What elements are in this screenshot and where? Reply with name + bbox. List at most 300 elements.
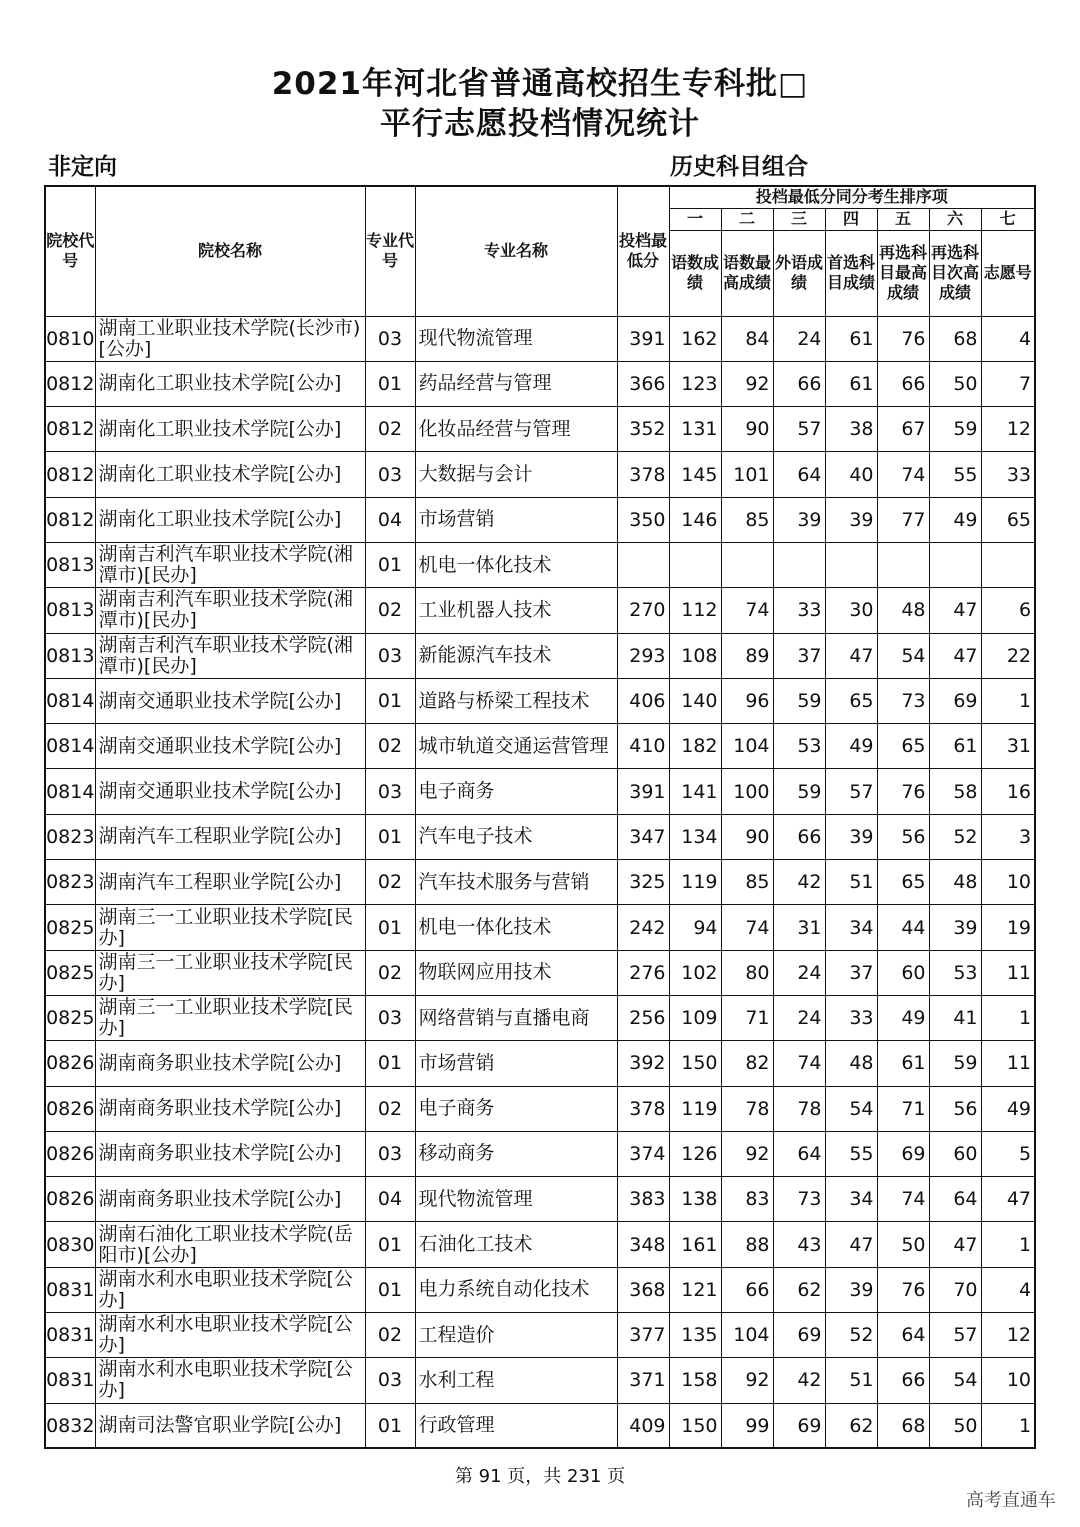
school-name-cell: 湖南化工职业技术学院[公办]	[95, 497, 365, 542]
major-code-cell: 01	[365, 1267, 415, 1312]
major-code-cell: 01	[365, 1222, 415, 1267]
school-name-cell: 湖南交通职业技术学院[公办]	[95, 724, 365, 769]
reselect-max-cell: 68	[877, 1403, 929, 1448]
school-name-cell: 湖南商务职业技术学院[公办]	[95, 1041, 365, 1086]
school-code-cell: 0826	[45, 1086, 95, 1131]
chinese-math-max-cell: 104	[721, 1313, 773, 1358]
school-code-cell: 0825	[45, 995, 95, 1040]
reselect-max-cell: 64	[877, 1313, 929, 1358]
preference-no-cell: 12	[981, 1313, 1035, 1358]
school-name-cell: 湖南水利水电职业技术学院[公办]	[95, 1313, 365, 1358]
major-code-cell: 03	[365, 452, 415, 497]
chinese-math-cell: 108	[669, 633, 721, 678]
table-row	[45, 452, 1035, 497]
preference-no-cell: 4	[981, 316, 1035, 361]
chinese-math-max-cell: 100	[721, 769, 773, 814]
chinese-math-cell: 94	[669, 905, 721, 950]
foreign-language-cell: 64	[773, 452, 825, 497]
major-name-cell: 物联网应用技术	[415, 950, 617, 995]
major-code-cell: 03	[365, 995, 415, 1040]
first-subject-cell: 39	[825, 814, 877, 859]
preference-no-cell: 22	[981, 633, 1035, 678]
major-name-cell: 城市轨道交通运营管理	[415, 724, 617, 769]
school-name-cell: 湖南司法警官职业学院[公办]	[95, 1403, 365, 1448]
reselect-max-cell: 50	[877, 1222, 929, 1267]
reselect-second-cell: 59	[929, 407, 981, 452]
chinese-math-cell: 150	[669, 1403, 721, 1448]
reselect-max-cell: 74	[877, 452, 929, 497]
table-row	[45, 497, 1035, 542]
header-num: 二	[721, 208, 773, 230]
major-code-cell: 01	[365, 1041, 415, 1086]
school-name-cell: 湖南吉利汽车职业技术学院(湘潭市)[民办]	[95, 542, 365, 587]
first-subject-cell: 55	[825, 1131, 877, 1176]
min-score-cell: 242	[617, 905, 669, 950]
min-score-cell: 391	[617, 316, 669, 361]
first-subject-cell: 39	[825, 497, 877, 542]
major-code-cell: 02	[365, 1313, 415, 1358]
table-row	[45, 1041, 1035, 1086]
header-chinese-math: 语数成绩	[669, 230, 721, 316]
table-row	[45, 860, 1035, 905]
reselect-second-cell: 69	[929, 678, 981, 723]
chinese-math-max-cell: 78	[721, 1086, 773, 1131]
foreign-language-cell: 59	[773, 769, 825, 814]
reselect-second-cell: 47	[929, 1222, 981, 1267]
foreign-language-cell: 57	[773, 407, 825, 452]
header-chinese-math-max: 语数最高成绩	[721, 230, 773, 316]
reselect-max-cell: 66	[877, 361, 929, 406]
reselect-second-cell: 52	[929, 814, 981, 859]
reselect-second-cell: 57	[929, 1313, 981, 1358]
major-name-cell: 网络营销与直播电商	[415, 995, 617, 1040]
first-subject-cell: 38	[825, 407, 877, 452]
chinese-math-cell: 119	[669, 860, 721, 905]
major-name-cell: 电子商务	[415, 1086, 617, 1131]
min-score-cell: 325	[617, 860, 669, 905]
header-school-name: 院校名称	[95, 186, 365, 316]
preference-no-cell: 1	[981, 1403, 1035, 1448]
major-name-cell: 汽车技术服务与营销	[415, 860, 617, 905]
chinese-math-max-cell: 92	[721, 1358, 773, 1403]
school-code-cell: 0831	[45, 1313, 95, 1358]
reselect-max-cell: 61	[877, 1041, 929, 1086]
foreign-language-cell: 53	[773, 724, 825, 769]
reselect-second-cell: 48	[929, 860, 981, 905]
reselect-max-cell: 73	[877, 678, 929, 723]
reselect-second-cell: 70	[929, 1267, 981, 1312]
reselect-second-cell: 60	[929, 1131, 981, 1176]
reselect-max-cell: 54	[877, 633, 929, 678]
first-subject-cell: 33	[825, 995, 877, 1040]
school-code-cell: 0812	[45, 452, 95, 497]
reselect-second-cell: 61	[929, 724, 981, 769]
preference-no-cell: 6	[981, 588, 1035, 633]
table-row	[45, 1086, 1035, 1131]
foreign-language-cell	[773, 542, 825, 587]
first-subject-cell: 34	[825, 1177, 877, 1222]
table-row	[45, 633, 1035, 678]
preference-no-cell: 65	[981, 497, 1035, 542]
chinese-math-max-cell: 85	[721, 497, 773, 542]
chinese-math-cell: 162	[669, 316, 721, 361]
preference-no-cell: 3	[981, 814, 1035, 859]
min-score-cell: 350	[617, 497, 669, 542]
major-code-cell: 01	[365, 1403, 415, 1448]
table-row	[45, 950, 1035, 995]
chinese-math-cell: 161	[669, 1222, 721, 1267]
table-row	[45, 678, 1035, 723]
school-name-cell: 湖南商务职业技术学院[公办]	[95, 1131, 365, 1176]
major-code-cell: 02	[365, 1086, 415, 1131]
major-name-cell: 工程造价	[415, 1313, 617, 1358]
reselect-second-cell: 47	[929, 588, 981, 633]
major-code-cell: 03	[365, 633, 415, 678]
header-first-subject: 首选科目成绩	[825, 230, 877, 316]
table-row	[45, 995, 1035, 1040]
foreign-language-cell: 39	[773, 497, 825, 542]
first-subject-cell: 48	[825, 1041, 877, 1086]
reselect-max-cell: 44	[877, 905, 929, 950]
chinese-math-max-cell	[721, 542, 773, 587]
preference-no-cell: 1	[981, 995, 1035, 1040]
first-subject-cell: 52	[825, 1313, 877, 1358]
major-name-cell: 移动商务	[415, 1131, 617, 1176]
watermark: 高考直通车	[966, 1490, 1056, 1511]
first-subject-cell: 61	[825, 361, 877, 406]
chinese-math-cell: 146	[669, 497, 721, 542]
major-name-cell: 机电一体化技术	[415, 542, 617, 587]
chinese-math-cell: 145	[669, 452, 721, 497]
school-name-cell: 湖南三一工业职业技术学院[民办]	[95, 950, 365, 995]
school-name-cell: 湖南交通职业技术学院[公办]	[95, 769, 365, 814]
first-subject-cell: 61	[825, 316, 877, 361]
reselect-second-cell: 47	[929, 633, 981, 678]
major-name-cell: 电力系统自动化技术	[415, 1267, 617, 1312]
chinese-math-max-cell: 99	[721, 1403, 773, 1448]
school-name-cell: 湖南吉利汽车职业技术学院(湘潭市)[民办]	[95, 633, 365, 678]
chinese-math-cell: 112	[669, 588, 721, 633]
preference-no-cell: 16	[981, 769, 1035, 814]
chinese-math-cell: 150	[669, 1041, 721, 1086]
chinese-math-cell: 119	[669, 1086, 721, 1131]
table-row	[45, 814, 1035, 859]
table-row	[45, 1131, 1035, 1176]
school-code-cell: 0814	[45, 724, 95, 769]
preference-no-cell: 11	[981, 950, 1035, 995]
foreign-language-cell: 33	[773, 588, 825, 633]
header-reselect-second: 再选科目次高成绩	[929, 230, 981, 316]
header-preference-no: 志愿号	[981, 230, 1035, 316]
reselect-max-cell: 77	[877, 497, 929, 542]
major-code-cell: 02	[365, 407, 415, 452]
min-score-cell: 391	[617, 769, 669, 814]
school-name-cell: 湖南石油化工职业技术学院(岳阳市)[公办]	[95, 1222, 365, 1267]
school-name-cell: 湖南化工职业技术学院[公办]	[95, 452, 365, 497]
reselect-max-cell	[877, 542, 929, 587]
major-name-cell: 电子商务	[415, 769, 617, 814]
min-score-cell: 371	[617, 1358, 669, 1403]
chinese-math-cell: 121	[669, 1267, 721, 1312]
reselect-second-cell: 53	[929, 950, 981, 995]
preference-no-cell: 4	[981, 1267, 1035, 1312]
min-score-cell: 409	[617, 1403, 669, 1448]
foreign-language-cell: 69	[773, 1313, 825, 1358]
school-code-cell: 0832	[45, 1403, 95, 1448]
min-score-cell	[617, 542, 669, 587]
chinese-math-max-cell: 96	[721, 678, 773, 723]
chinese-math-max-cell: 74	[721, 905, 773, 950]
major-name-cell: 汽车电子技术	[415, 814, 617, 859]
reselect-max-cell: 65	[877, 724, 929, 769]
major-name-cell: 市场营销	[415, 1041, 617, 1086]
min-score-cell: 383	[617, 1177, 669, 1222]
chinese-math-max-cell: 90	[721, 407, 773, 452]
reselect-second-cell: 50	[929, 1403, 981, 1448]
school-code-cell: 0812	[45, 497, 95, 542]
min-score-cell: 348	[617, 1222, 669, 1267]
school-name-cell: 湖南汽车工程职业学院[公办]	[95, 860, 365, 905]
min-score-cell: 352	[617, 407, 669, 452]
school-code-cell: 0812	[45, 361, 95, 406]
reselect-second-cell	[929, 542, 981, 587]
reselect-max-cell: 67	[877, 407, 929, 452]
school-name-cell: 湖南水利水电职业技术学院[公办]	[95, 1267, 365, 1312]
reselect-max-cell: 48	[877, 588, 929, 633]
chinese-math-max-cell: 71	[721, 995, 773, 1040]
table-row	[45, 316, 1035, 361]
reselect-second-cell: 54	[929, 1358, 981, 1403]
major-name-cell: 现代物流管理	[415, 1177, 617, 1222]
major-code-cell: 03	[365, 316, 415, 361]
school-code-cell: 0825	[45, 905, 95, 950]
table-row	[45, 361, 1035, 406]
first-subject-cell: 39	[825, 1267, 877, 1312]
major-code-cell: 03	[365, 769, 415, 814]
first-subject-cell: 30	[825, 588, 877, 633]
reselect-second-cell: 39	[929, 905, 981, 950]
school-name-cell: 湖南汽车工程职业学院[公办]	[95, 814, 365, 859]
chinese-math-max-cell: 92	[721, 1131, 773, 1176]
chinese-math-max-cell: 83	[721, 1177, 773, 1222]
foreign-language-cell: 31	[773, 905, 825, 950]
chinese-math-cell: 135	[669, 1313, 721, 1358]
chinese-math-max-cell: 101	[721, 452, 773, 497]
first-subject-cell: 51	[825, 860, 877, 905]
major-code-cell: 01	[365, 361, 415, 406]
chinese-math-max-cell: 80	[721, 950, 773, 995]
major-name-cell: 机电一体化技术	[415, 905, 617, 950]
school-code-cell: 0813	[45, 542, 95, 587]
min-score-cell: 270	[617, 588, 669, 633]
header-reselect-max: 再选科目最高成绩	[877, 230, 929, 316]
major-name-cell: 市场营销	[415, 497, 617, 542]
reselect-max-cell: 66	[877, 1358, 929, 1403]
reselect-max-cell: 56	[877, 814, 929, 859]
preference-no-cell: 10	[981, 860, 1035, 905]
chinese-math-max-cell: 74	[721, 588, 773, 633]
header-tiebreak-group: 投档最低分同分考生排序项	[669, 186, 1035, 208]
admission-table	[44, 185, 1036, 1449]
reselect-second-cell: 58	[929, 769, 981, 814]
min-score-cell: 366	[617, 361, 669, 406]
major-code-cell: 04	[365, 1177, 415, 1222]
chinese-math-max-cell: 90	[721, 814, 773, 859]
reselect-second-cell: 50	[929, 361, 981, 406]
reselect-max-cell: 60	[877, 950, 929, 995]
table-row	[45, 1403, 1035, 1448]
school-code-cell: 0826	[45, 1041, 95, 1086]
school-code-cell: 0814	[45, 678, 95, 723]
reselect-second-cell: 59	[929, 1041, 981, 1086]
school-name-cell: 湖南化工职业技术学院[公办]	[95, 407, 365, 452]
min-score-cell: 374	[617, 1131, 669, 1176]
first-subject-cell	[825, 542, 877, 587]
table-row	[45, 1267, 1035, 1312]
major-code-cell: 02	[365, 588, 415, 633]
reselect-second-cell: 68	[929, 316, 981, 361]
preference-no-cell: 12	[981, 407, 1035, 452]
page-number: 第 91 页，共 231 页	[454, 1466, 626, 1487]
table-row	[45, 407, 1035, 452]
reselect-max-cell: 69	[877, 1131, 929, 1176]
school-code-cell: 0826	[45, 1131, 95, 1176]
header-min-score: 投档最低分	[617, 186, 669, 316]
reselect-second-cell: 56	[929, 1086, 981, 1131]
first-subject-cell: 34	[825, 905, 877, 950]
major-name-cell: 石油化工技术	[415, 1222, 617, 1267]
chinese-math-cell: 182	[669, 724, 721, 769]
table-row	[45, 1177, 1035, 1222]
major-code-cell: 02	[365, 724, 415, 769]
school-code-cell: 0831	[45, 1358, 95, 1403]
preference-no-cell: 31	[981, 724, 1035, 769]
chinese-math-max-cell: 66	[721, 1267, 773, 1312]
min-score-cell: 410	[617, 724, 669, 769]
header-num: 一	[669, 208, 721, 230]
reselect-max-cell: 76	[877, 1267, 929, 1312]
major-code-cell: 01	[365, 542, 415, 587]
school-code-cell: 0826	[45, 1177, 95, 1222]
school-name-cell: 湖南三一工业职业技术学院[民办]	[95, 905, 365, 950]
major-code-cell: 01	[365, 814, 415, 859]
min-score-cell: 378	[617, 452, 669, 497]
header-num: 三	[773, 208, 825, 230]
school-code-cell: 0814	[45, 769, 95, 814]
major-code-cell: 02	[365, 950, 415, 995]
min-score-cell: 293	[617, 633, 669, 678]
chinese-math-max-cell: 84	[721, 316, 773, 361]
table-row	[45, 724, 1035, 769]
foreign-language-cell: 73	[773, 1177, 825, 1222]
major-name-cell: 工业机器人技术	[415, 588, 617, 633]
major-name-cell: 水利工程	[415, 1358, 617, 1403]
first-subject-cell: 49	[825, 724, 877, 769]
chinese-math-cell: 126	[669, 1131, 721, 1176]
chinese-math-cell: 131	[669, 407, 721, 452]
major-name-cell: 大数据与会计	[415, 452, 617, 497]
table-row	[45, 542, 1035, 587]
preference-no-cell: 1	[981, 678, 1035, 723]
reselect-max-cell: 76	[877, 316, 929, 361]
school-code-cell: 0830	[45, 1222, 95, 1267]
foreign-language-cell: 59	[773, 678, 825, 723]
major-code-cell: 01	[365, 678, 415, 723]
foreign-language-cell: 24	[773, 950, 825, 995]
reselect-second-cell: 64	[929, 1177, 981, 1222]
school-name-cell: 湖南工业职业技术学院(长沙市)[公办]	[95, 316, 365, 361]
title-line-2: 平行志愿投档情况统计	[380, 106, 700, 142]
chinese-math-cell	[669, 542, 721, 587]
first-subject-cell: 57	[825, 769, 877, 814]
chinese-math-cell: 102	[669, 950, 721, 995]
chinese-math-cell: 138	[669, 1177, 721, 1222]
reselect-max-cell: 74	[877, 1177, 929, 1222]
major-name-cell: 化妆品经营与管理	[415, 407, 617, 452]
school-name-cell: 湖南吉利汽车职业技术学院(湘潭市)[民办]	[95, 588, 365, 633]
table-row	[45, 1313, 1035, 1358]
reselect-max-cell: 65	[877, 860, 929, 905]
header-major-name: 专业名称	[415, 186, 617, 316]
first-subject-cell: 51	[825, 1358, 877, 1403]
reselect-max-cell: 71	[877, 1086, 929, 1131]
min-score-cell: 406	[617, 678, 669, 723]
major-code-cell: 03	[365, 1131, 415, 1176]
first-subject-cell: 47	[825, 1222, 877, 1267]
foreign-language-cell: 66	[773, 361, 825, 406]
foreign-language-cell: 64	[773, 1131, 825, 1176]
table-row	[45, 1358, 1035, 1403]
first-subject-cell: 54	[825, 1086, 877, 1131]
school-name-cell: 湖南水利水电职业技术学院[公办]	[95, 1358, 365, 1403]
header-num: 六	[929, 208, 981, 230]
school-code-cell: 0810	[45, 316, 95, 361]
reselect-second-cell: 55	[929, 452, 981, 497]
preference-no-cell: 11	[981, 1041, 1035, 1086]
preference-no-cell: 1	[981, 1222, 1035, 1267]
header-num: 七	[981, 208, 1035, 230]
school-code-cell: 0813	[45, 633, 95, 678]
foreign-language-cell: 78	[773, 1086, 825, 1131]
subject-group-label: 历史科目组合	[670, 154, 808, 180]
major-name-cell: 道路与桥梁工程技术	[415, 678, 617, 723]
school-code-cell: 0825	[45, 950, 95, 995]
school-code-cell: 0812	[45, 407, 95, 452]
school-name-cell: 湖南化工职业技术学院[公办]	[95, 361, 365, 406]
foreign-language-cell: 42	[773, 1358, 825, 1403]
preference-no-cell: 47	[981, 1177, 1035, 1222]
chinese-math-cell: 141	[669, 769, 721, 814]
preference-no-cell: 10	[981, 1358, 1035, 1403]
chinese-math-cell: 109	[669, 995, 721, 1040]
min-score-cell: 378	[617, 1086, 669, 1131]
table-row	[45, 1222, 1035, 1267]
school-name-cell: 湖南商务职业技术学院[公办]	[95, 1086, 365, 1131]
foreign-language-cell: 37	[773, 633, 825, 678]
preference-no-cell	[981, 542, 1035, 587]
table-row	[45, 588, 1035, 633]
school-code-cell: 0813	[45, 588, 95, 633]
foreign-language-cell: 74	[773, 1041, 825, 1086]
min-score-cell: 276	[617, 950, 669, 995]
school-name-cell: 湖南三一工业职业技术学院[民办]	[95, 995, 365, 1040]
header-school-code: 院校代号	[45, 186, 95, 316]
chinese-math-cell: 158	[669, 1358, 721, 1403]
school-code-cell: 0823	[45, 860, 95, 905]
min-score-cell: 256	[617, 995, 669, 1040]
chinese-math-max-cell: 85	[721, 860, 773, 905]
foreign-language-cell: 24	[773, 995, 825, 1040]
